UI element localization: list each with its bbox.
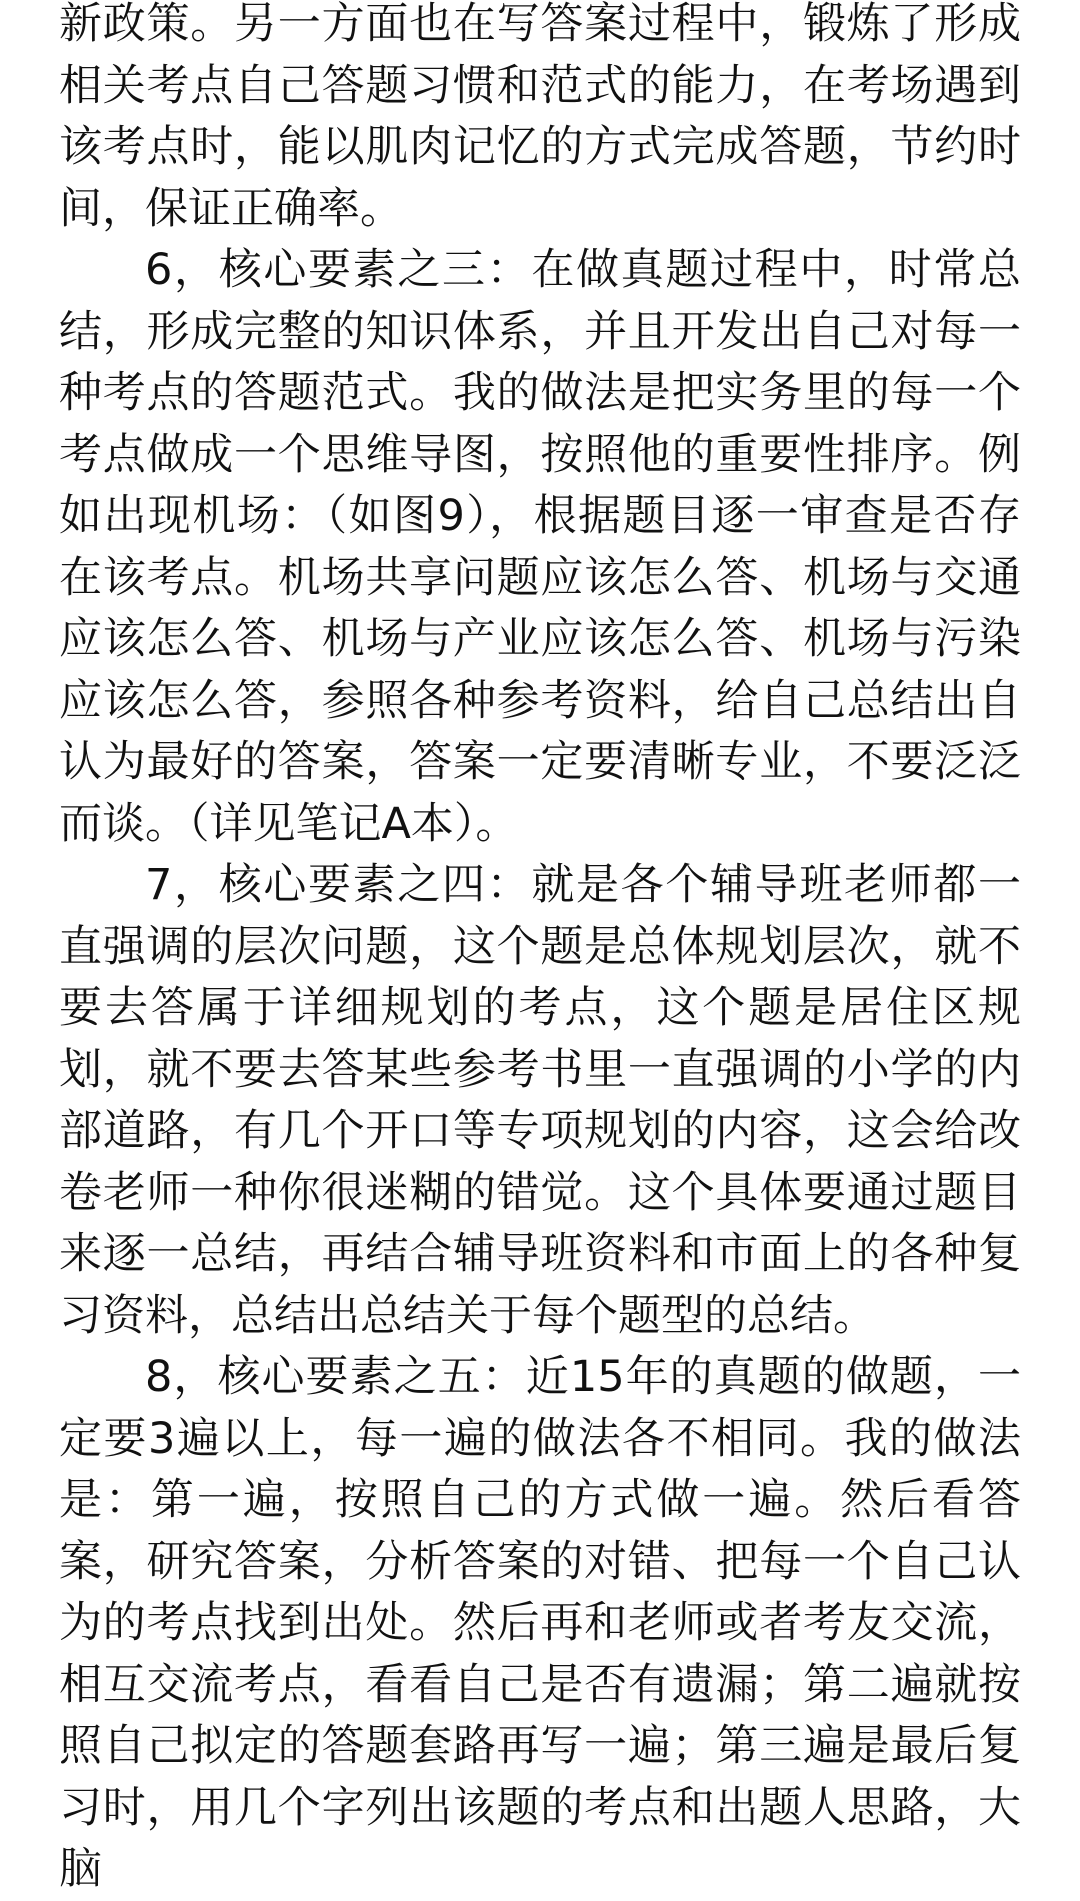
paragraph-core-element-3: 6，核心要素之三：在做真题过程中，时常总结，形成完整的知识体系，并且开发出自己对每一种考点的答题范式。我的做法是把实务里的每一个考点做成一个思维导图，按照他的重要性排序。例如出现机场：（如图9），根据题目逐一审查是否存在该考点。机场共享问题应该怎么答、机场与交通应该怎么答、机场与产业应该怎么答、机场与污染应该怎么答，参照各种参考资料，给自己总结出自认为最好的答案，答案一定要清晰专业，不要泛泛而谈。（详见笔记A本）。	[59, 245, 1021, 849]
paragraph-continued: 新政策。另一方面也在写答案过程中，锻炼了形成相关考点自己答题习惯和范式的能力，在考场遇到该考点时，能以肌肉记忆的方式完成答题，节约时间，保证正确率。	[59, 0, 1021, 234]
paragraph-core-element-5: 8，核心要素之五：近15年的真题的做题，一定要3遍以上，每一遍的做法各不相同。我的做法是：第一遍，按照自己的方式做一遍。然后看答案，研究答案，分析答案的对错、把每一个自己认为的考点找到出处。然后再和老师或者考友交流，相互交流考点，看看自己是否有遗漏；第二遍就按照自己拟定的答题套路再写一遍；第三遍是最后复习时，用几个字列出该题的考点和出题人思路，大脑	[59, 1352, 1021, 1894]
article-body	[59, 0, 1021, 1901]
paragraph-core-element-4: 7，核心要素之四：就是各个辅导班老师都一直强调的层次问题，这个题是总体规划层次，就不要去答属于详细规划的考点，这个题是居住区规划，就不要去答某些参考书里一直强调的小学的内部道路，有几个开口等专项规划的内容，这会给改卷老师一种你很迷糊的错觉。这个具体要通过题目来逐一总结，再结合辅导班资料和市面上的各种复习资料，总结出总结关于每个题型的总结。	[59, 860, 1021, 1341]
